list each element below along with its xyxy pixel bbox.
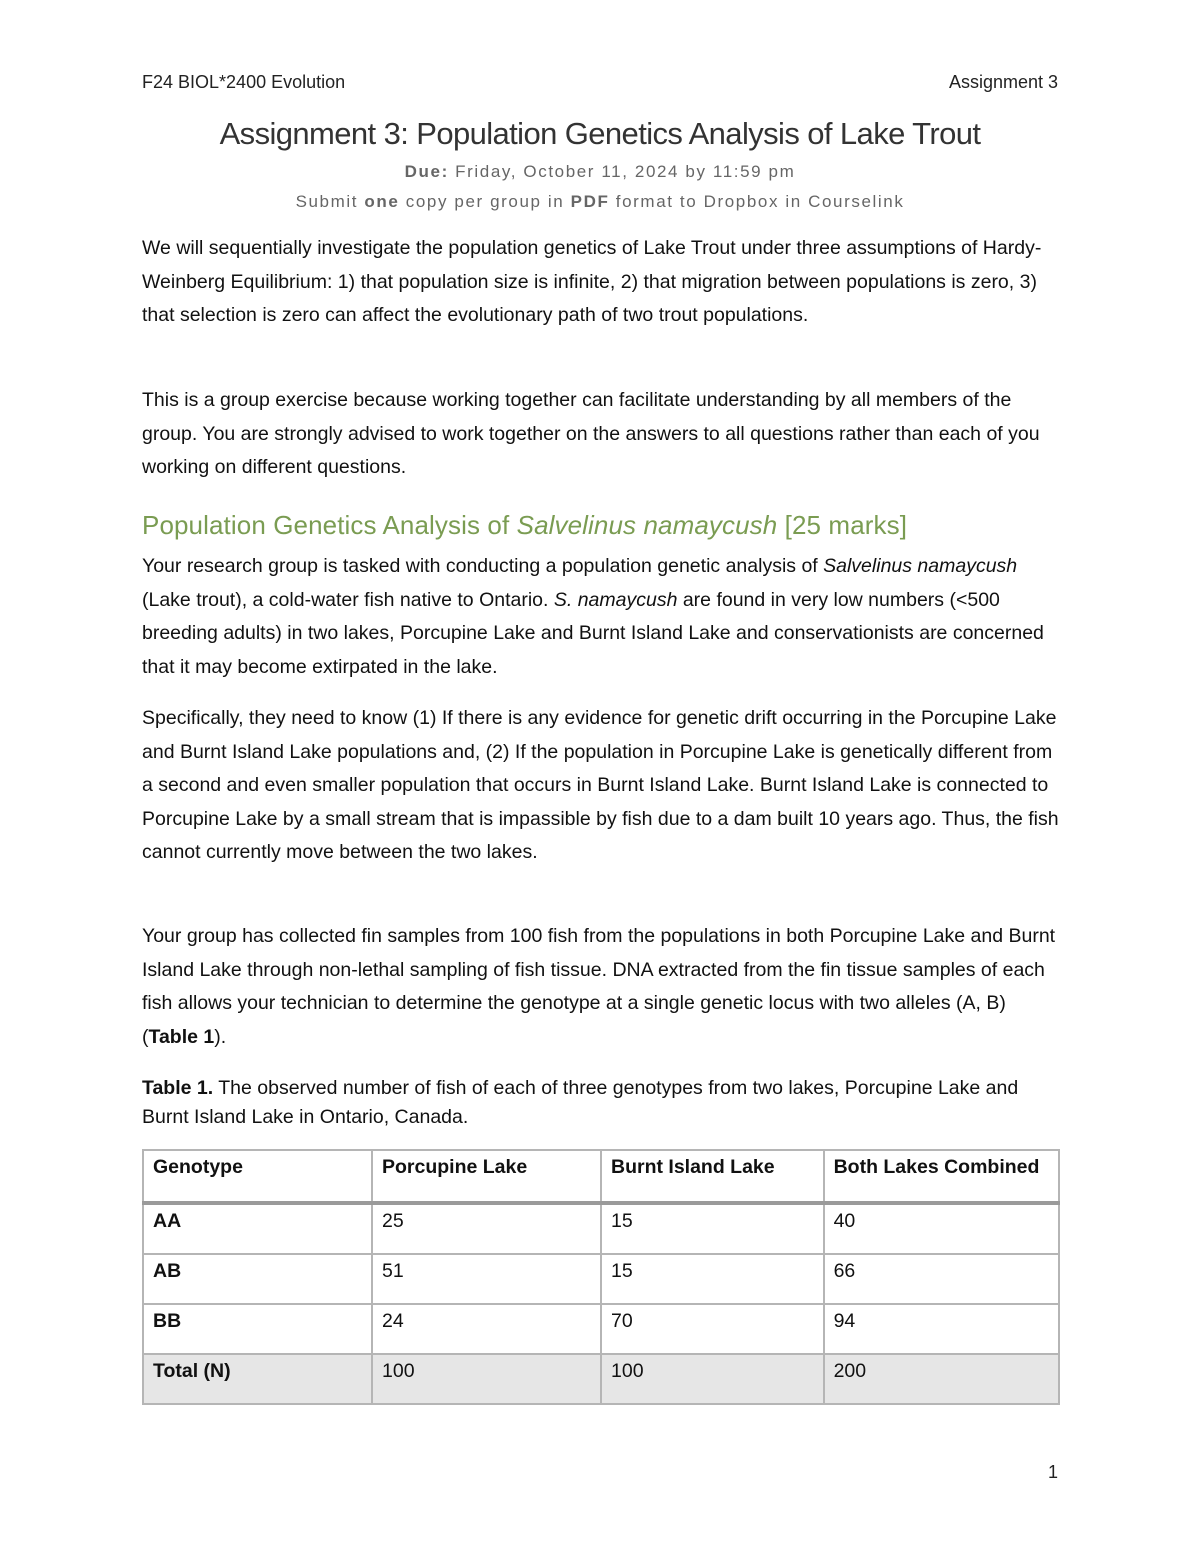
- table-row: [143, 1304, 1059, 1354]
- submit-text-pdf: PDF: [570, 192, 610, 211]
- genotype-table: [142, 1149, 1060, 1405]
- section-heading: [142, 510, 907, 541]
- table-cell: 15: [601, 1203, 824, 1254]
- header-assignment: Assignment 3: [948, 72, 1058, 92]
- intro-paragraph-1: [142, 232, 1060, 333]
- p5-text-a: Your group has collected fin samples from 100 fish from the populations in both Porcupine Lake and Burnt Island Lake through non-lethal sampling of fish tissue. DNA extracted from the fin tissue samples of each fish allows your technician to determine the genotype at a single genetic locus with two alleles (A, B) (: [142, 925, 1056, 1048]
- due-label: Due:: [404, 162, 449, 181]
- section-heading-pre: Population Genetics Analysis of: [142, 510, 517, 540]
- table-cell: 51: [372, 1254, 601, 1304]
- table-cell: 40: [824, 1203, 1059, 1254]
- header-course: F24 BIOL*2400 Evolution: [142, 72, 346, 92]
- running-header: [142, 72, 1058, 93]
- intro-p2-text: This is a group exercise because working together can facilitate understanding by all members of the group. You are strongly advised to work together on the answers to all questions rather than each of you working on different questions.: [142, 389, 1040, 478]
- table-caption: [142, 1074, 1060, 1132]
- section-heading-post: [25 marks]: [777, 510, 908, 540]
- table-header-row: [143, 1150, 1059, 1203]
- p3-text-c: are found in very low numbers (<500 breeding adults) in two lakes, Porcupine Lake and Burnt Island Lake and conservationists are concerned that it may become extirpated in the lake.: [142, 588, 1044, 678]
- column-header: Burnt Island Lake: [601, 1150, 824, 1203]
- p3-text-a: Your research group is tasked with conducting a population genetic analysis of: [142, 555, 824, 577]
- table-row: [143, 1254, 1059, 1304]
- due-date-line: [0, 162, 1200, 182]
- p3-species: Salvelinus namaycush: [823, 555, 1018, 577]
- table-reference: Table 1: [148, 1025, 215, 1048]
- submit-text-one: one: [364, 192, 400, 211]
- table-cell: 200: [824, 1354, 1059, 1404]
- submit-text-1: Submit: [295, 192, 365, 211]
- intro-paragraph-2: [142, 384, 1060, 485]
- section-paragraph-1: [142, 550, 1060, 684]
- section-heading-species: Salvelinus namaycush: [516, 510, 778, 540]
- page-number: 1: [1047, 1462, 1058, 1482]
- table-cell: 25: [372, 1203, 601, 1254]
- table-total-row: [143, 1354, 1059, 1404]
- p5-text-b: ).: [214, 1025, 227, 1048]
- intro-p1-text: We will sequentially investigate the population genetics of Lake Trout under three assumptions of Hardy-Weinberg Equilibrium: 1) that population size is infinite, 2) that migration between populations is zero, 3) that selection is zero can affect the evolutionary path of two trout populations.: [142, 237, 1042, 326]
- section-paragraph-2: [142, 702, 1060, 870]
- table-cell: AA: [143, 1203, 372, 1254]
- table-caption-text: The observed number of fish of each of three genotypes from two lakes, Porcupine Lake and Burnt Island Lake in Ontario, Canada.: [142, 1077, 1019, 1128]
- table-cell: 15: [601, 1254, 824, 1304]
- table-cell: 66: [824, 1254, 1059, 1304]
- table-cell: 100: [601, 1354, 824, 1404]
- table-cell: 70: [601, 1304, 824, 1354]
- p3-species-short: S. namaycush: [553, 588, 678, 611]
- table-cell: 24: [372, 1304, 601, 1354]
- table-cell: BB: [143, 1304, 372, 1354]
- table-cell: Total (N): [143, 1354, 372, 1404]
- column-header: Porcupine Lake: [372, 1150, 601, 1203]
- p3-text-b: (Lake trout), a cold-water fish native to Ontario.: [142, 588, 554, 611]
- table-caption-label: Table 1.: [142, 1077, 214, 1099]
- submit-text-2: copy per group in: [399, 192, 571, 211]
- table-cell: 100: [372, 1354, 601, 1404]
- submission-instructions: [0, 192, 1200, 212]
- table-row: [143, 1203, 1059, 1254]
- column-header: Both Lakes Combined: [824, 1150, 1059, 1203]
- table-cell: AB: [143, 1254, 372, 1304]
- section-paragraph-3: [142, 920, 1060, 1054]
- table-cell: 94: [824, 1304, 1059, 1354]
- column-header: Genotype: [143, 1150, 372, 1203]
- document-title: Assignment 3: Population Genetics Analysis of Lake Trout: [219, 116, 981, 151]
- p4-text: Specifically, they need to know (1) If there is any evidence for genetic drift occurring in the Porcupine Lake and Burnt Island Lake populations and, (2) If the population in Porcupine Lake is genetically different from a second and even smaller population that occurs in Burnt Island Lake. Burnt Island Lake is connected to Porcupine Lake by a small stream that is impassible by fish due to a dam built 10 years ago. Thus, the fish cannot currently move between the two lakes.: [142, 707, 1059, 863]
- submit-text-3: format to Dropbox in Courselink: [609, 192, 905, 211]
- due-text: Friday, October 11, 2024 by 11:59 pm: [448, 162, 796, 181]
